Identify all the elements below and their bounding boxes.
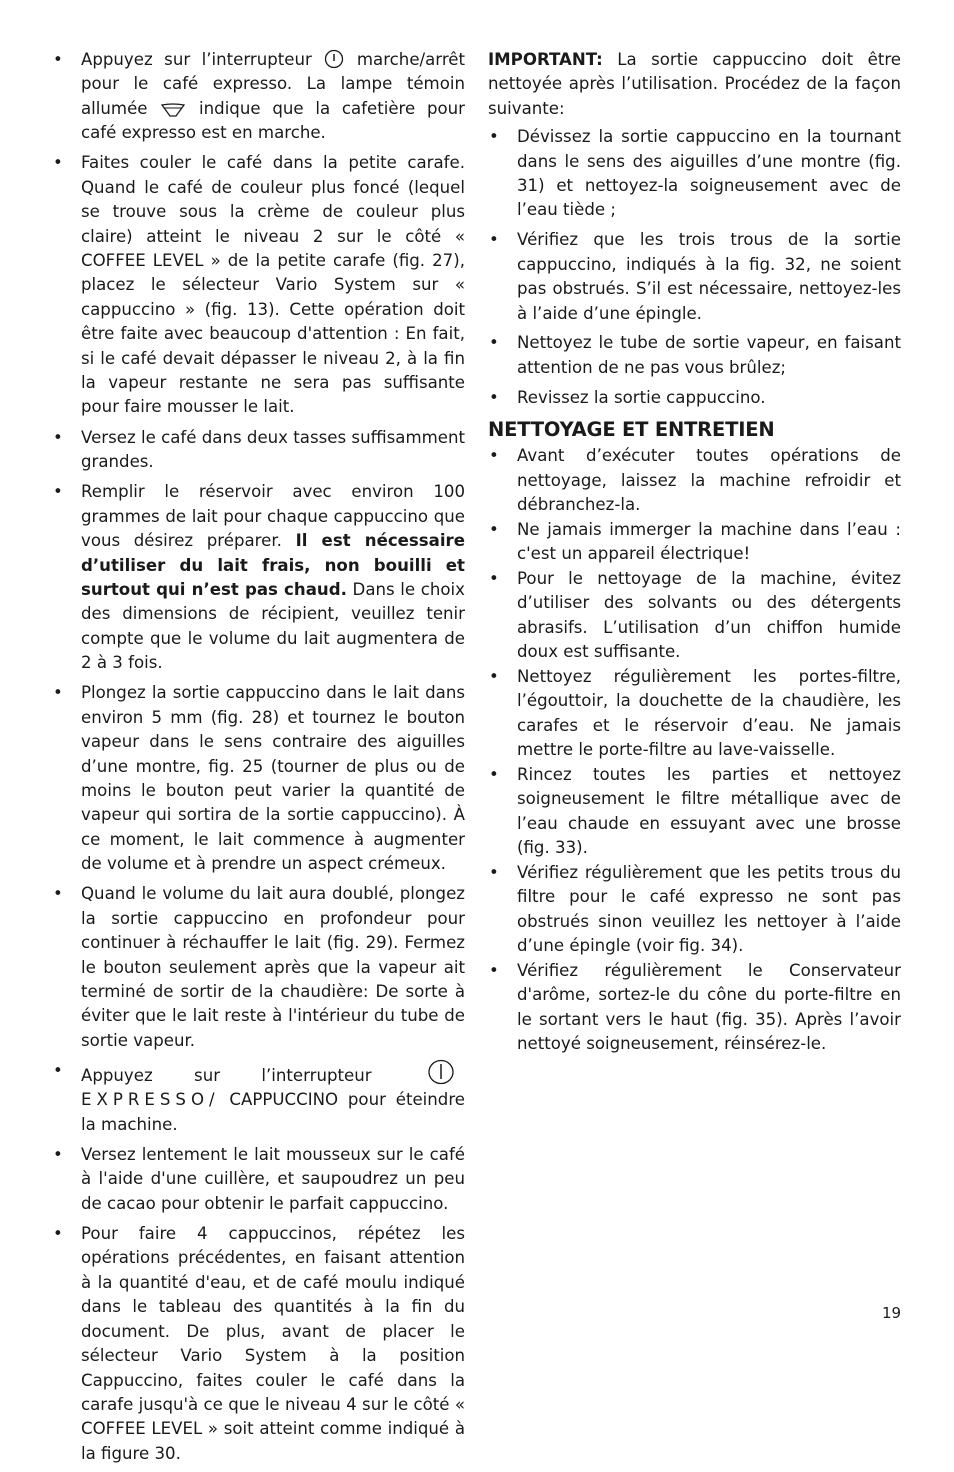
list-item: • Remplir le réservoir avec environ 100 grammes de lait pour chaque cappuccino que vous désirez préparer. Il est nécessaire d’utiliser du lait frais, non bouilli et surtout qui n’est pas chaud. Dans le choix des dimensions de récipient, veuillez tenir compte que le volume du lait augmentera de 2 à 3 fois. — [52, 480, 465, 675]
list-item: • Nettoyez le tube de sortie vapeur, en faisant attention de ne pas vous brûlez; — [488, 331, 901, 380]
list-item: • Faites couler le café dans la petite carafe. Quand le café de couleur plus foncé (lequel se trouve sous la crème de couleur plus claire) atteint le niveau 2 sur le côté « COFFEE LEVEL » de la petite carafe (fig. 27), placez le sélecteur Vario System sur « cappuccino » (fig. 13). Cette opération doit être faite avec beaucoup d'attention : En fait, si le café devait dépasser le niveau 2, à la fin la vapeur restante ne sera pas suffisante pour faire mousser le lait. — [52, 151, 465, 419]
page-number: 19 — [882, 1304, 902, 1322]
list-item: • Revissez la sortie cappuccino. — [488, 386, 901, 410]
list-item: • Dévissez la sortie cappuccino en la tournant dans le sens des aiguilles d’une montre (fig. 31) et nettoyez-la soigneusement avec de l’eau tiède ; — [488, 125, 901, 223]
list-item: • Ne jamais immerger la machine dans l’eau : c'est un appareil électrique! — [488, 518, 901, 567]
list-item: • Avant d’exécuter toutes opérations de nettoyage, laissez la machine refroidir et débranchez-la. — [488, 444, 901, 517]
list-item: • Plongez la sortie cappuccino dans le lait dans environ 5 mm (fig. 28) et tournez le bouton vapeur dans le sens contraire des aiguilles d’une montre, fig. 25 (tourner de plus ou de moins le bouton peut varier la quantité de vapeur qui sortira de la sortie cappuccino). À ce moment, le lait commence à augmenter de volume et à prendre un aspect crémeux. — [52, 681, 465, 876]
power-button-icon — [427, 1059, 455, 1085]
list-item: • Versez le café dans deux tasses suffisamment grandes. — [52, 426, 465, 475]
list-item: • Appuyez sur l’interrupteur marche/arrêt pour le café expresso. La lampe témoin allumée indique que la cafetière pour café expresso est en marche. — [52, 48, 465, 146]
maintenance-list — [488, 444, 901, 1057]
section-heading: NETTOYAGE ET ENTRETIEN — [488, 418, 775, 442]
list-item: • Vérifiez que les trois trous de la sortie cappuccino, indiqués à la fig. 32, ne soient pas obstrués. S’il est nécessaire, nettoyez-les à l’aide d’une épingle. — [488, 228, 901, 326]
list-item: • Quand le volume du lait aura doublé, plongez la sortie cappuccino en profondeur pour continuer à réchauffer le lait (fig. 29). Fermez le bouton seulement après que la vapeur ait terminé de sortir de la chaudière: De sorte à éviter que le lait reste à l'intérieur du tube de sortie vapeur. — [52, 882, 465, 1053]
important-label: IMPORTANT: — [488, 50, 603, 69]
indicator-lamp-icon — [160, 102, 186, 118]
right-column — [488, 48, 901, 1057]
cleaning-steps-list — [488, 125, 901, 410]
list-item: • Versez lentement le lait mousseux sur le café à l'aide d'une cuillère, et saupoudrez un peu de cacao pour obtenir le parfait cappuccino. — [52, 1143, 465, 1216]
power-switch-icon — [324, 49, 344, 69]
instruction-list — [52, 48, 465, 1466]
important-note: IMPORTANT: La sortie cappuccino doit être nettoyée après l’utilisation. Procédez de la façon suivante: — [488, 50, 901, 118]
list-item: • Vérifiez régulièrement que les petits trous du filtre pour le café expresso ne sont pas obstrués sinon veuillez les nettoyer à l’aide d’une épingle (voir fig. 34). — [488, 861, 901, 959]
list-item: • Nettoyez régulièrement les portes-filtre, l’égouttoir, la douchette de la chaudière, les carafes et le réservoir d’eau. Ne jamais mettre le porte-filtre au lave-vaisselle. — [488, 665, 901, 763]
left-column — [52, 48, 465, 1472]
list-item: • Appuyez sur l’interrupteur EXPRESSO/ CAPPUCCINO pour éteindre la machine. — [52, 1059, 465, 1137]
list-item: • Vérifiez régulièrement le Conservateur d'arôme, sortez-le du cône du porte-filtre en le sortant vers le haut (fig. 35). Après l’avoir nettoyé soigneusement, réinsérez-le. — [488, 959, 901, 1057]
list-item: • Pour faire 4 cappuccinos, répétez les opérations précédentes, en faisant attention à la quantité d'eau, et de café moulu indiqué dans le tableau des quantités à la fin du document. De plus, avant de placer le sélecteur Vario System à la position Cappuccino, faites couler le café dans la carafe jusqu'à ce que le niveau 4 sur le côté « COFFEE LEVEL » soit atteint comme indiqué à la figure 30. — [52, 1222, 465, 1466]
list-item: • Pour le nettoyage de la machine, évitez d’utiliser des solvants ou des détergents abrasifs. L’utilisation d’un chiffon humide doux est suffisante. — [488, 567, 901, 665]
list-item: • Rincez toutes les parties et nettoyez soigneusement le filtre métallique avec de l’eau chaude en essuyant avec une brosse (fig. 33). — [488, 763, 901, 861]
